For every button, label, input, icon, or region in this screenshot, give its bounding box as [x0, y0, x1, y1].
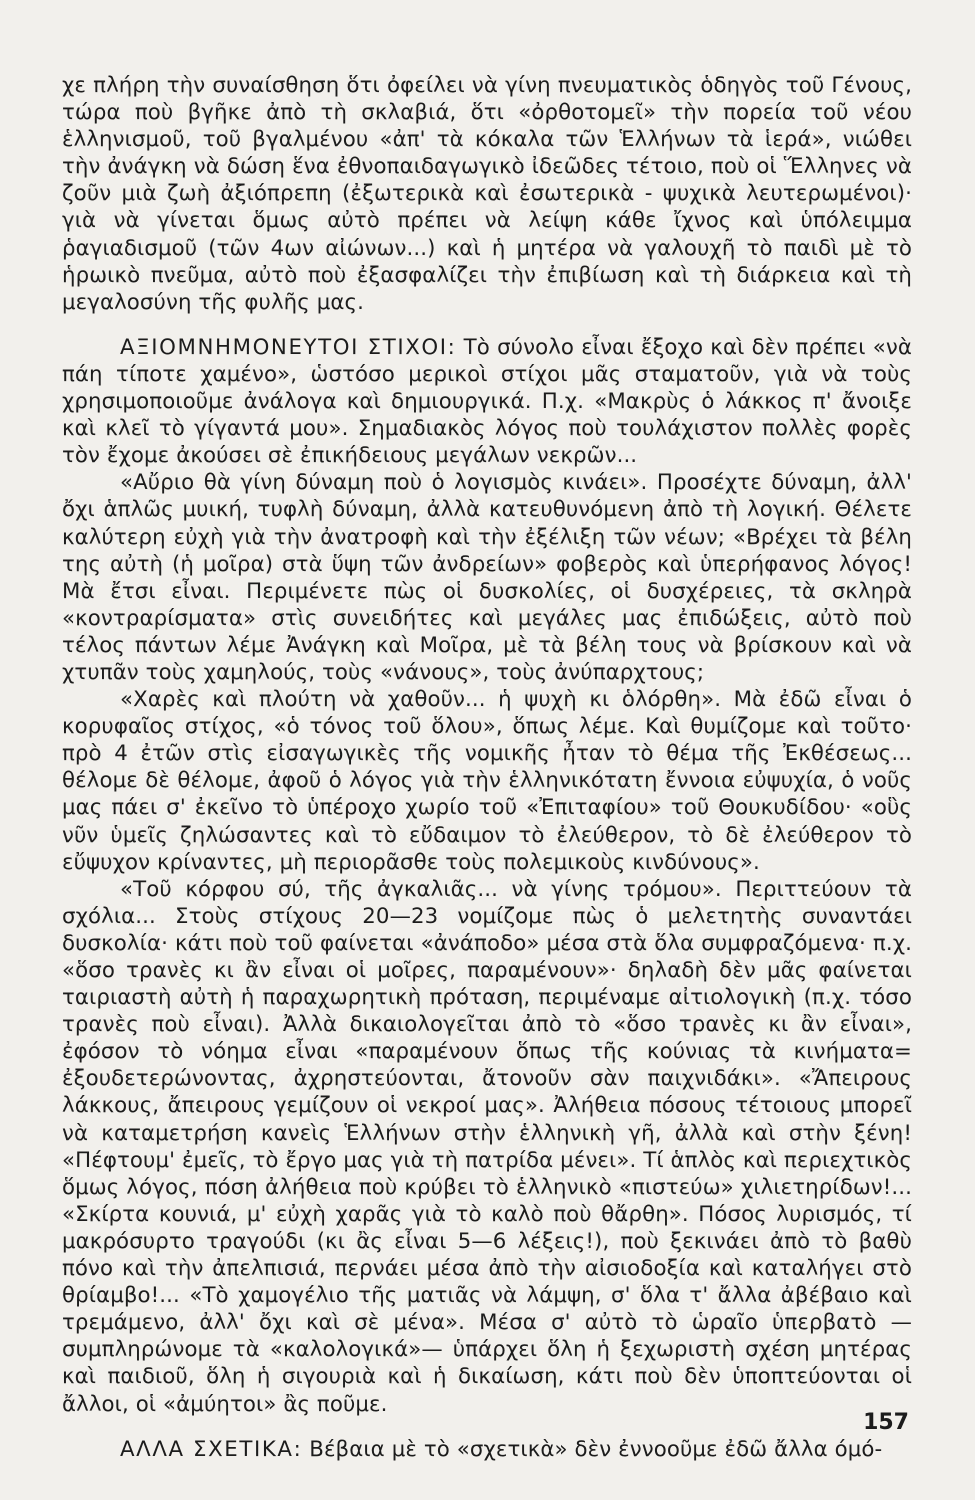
paragraph-1: [62, 72, 912, 316]
body-text: [62, 72, 912, 1463]
paragraph-4-text: «Χαρὲς καὶ πλούτη νὰ χαθοῦν... ἡ ψυχὴ κι ὁλόρθη». Μὰ ἐδῶ εἶναι ὁ κορυφαῖος στίχος, «ὁ τόνος τοῦ ὅλου», ὅπως λέμε. Καὶ θυμίζομε καὶ τοῦτο· πρὸ 4 ἐτῶν στὶς εἰσαγωγικὲς τῆς νομικῆς ἦταν τὸ θέμα τῆς Ἐκθέσεως... θέλομε δὲ θέλομε, ἀφοῦ ὁ λόγος γιὰ τὴν ἑλληνικότατη ἔννοια εὐψυχία, ὁ νοῦς μας πάει σ' ἐκεῖνο τὸ ὑπέροχο χωρίο τοῦ «Ἐπιταφίου» τοῦ Θουκυδίδου· «οὓς νῦν ὑμεῖς ζηλώσαντες καὶ τὸ εὔδαιμον τὸ ἐλεύθερον, τὸ δὲ ἐλεύθερον τὸ εὔψυχον κρίναντες, μὴ περιορᾶσθε τοὺς πολεμικοὺς κινδύνους».: [62, 687, 912, 875]
paragraph-2-text: Τὸ σύνολο εἶναι ἔξοχο καὶ δὲν πρέπει «νὰ πάη τίποτε χαμένο», ὡστόσο μερικοὶ στίχοι μᾶς σταματοῦν, γιὰ νὰ τοὺς χρησιμοποιοῦμε ἀνάλογα καὶ δημιουργικά. Π.χ. «Μακρὺς ὁ λάκκος π' ἄνοιξε καὶ κλεῖ τὸ γίγαντά μου». Σημαδιακὸς λόγος ποὺ τουλάχιστον πολλὲς φορὲς τὸν ἔχομε ἀκούσει σὲ ἐπικήδειους μεγάλων νεκρῶν...: [62, 334, 912, 469]
paragraph-3-text: «Αὔριο θὰ γίνη δύναμη ποὺ ὁ λογισμὸς κινάει». Προσέχτε δύναμη, ἀλλ' ὄχι ἁπλῶς μυική, τυφλὴ δύναμη, ἀλλὰ κατευθυνόμενη ἀπὸ τὴ λογική. Θέλετε καλύτερη εὐχὴ γιὰ τὴν ἀνατροφὴ καὶ τὴν ἐξέλιξη τῶν νέων; «Βρέχει τὰ βέλη της αὐτὴ (ἡ μοῖρα) στὰ ὕψη τῶν ἀνδρείων» φοβερὸς καὶ ὑπερήφανος λόγος! Μὰ ἔτσι εἶναι. Περιμένετε πὼς οἱ δυσκολίες, οἱ δυσχέρειες, τὰ σκληρὰ «κοντραρίσματα» στὶς συνειδήτες καὶ μεγάλες μας ἐπιδώξεις, αὐτὸ ποὺ τέλος πάντων λέμε Ἀνάγκη καὶ Μοῖρα, μὲ τὰ βέλη τους νὰ βρίσκουν καὶ νὰ χτυπᾶν τοὺς χαμηλούς, τοὺς «νάνους», τοὺς ἀνύπαρχτους;: [62, 470, 912, 685]
section-heading-axiomnimoneytoi-stixoi: ΑΞΙΟΜΝΗΜΟΝΕΥΤΟΙ ΣΤΙΧΟΙ:: [120, 334, 457, 360]
paragraph-4: [62, 686, 912, 876]
paragraph-3: [62, 469, 912, 686]
page-number: 157: [863, 1410, 909, 1435]
paragraph-6: [62, 1436, 912, 1463]
paragraph-5-text: «Τοῦ κόρφου σύ, τῆς ἀγκαλιᾶς... νὰ γίνης τρόμου». Περιττεύουν τὰ σχόλια... Στοὺς στίχους 20—23 νομίζομε πὼς ὁ μελετητὴς συναντάει δυσκολία· κάτι ποὺ τοῦ φαίνεται «ἀνάποδο» μέσα στὰ ὅλα συμφραζόμενα· π.χ. «ὅσο τρανὲς κι ἂν εἶναι οἱ μοῖρες, παραμένουν»· δηλαδὴ δὲν μᾶς φαίνεται ταιριαστὴ αὐτὴ ἡ παραχωρητικὴ πρόταση, περιμέναμε αἰτιολογικὴ (π.χ. τόσο τρανὲς ποὺ εἶναι). Ἀλλὰ δικαιολογεῖται ἀπὸ τὸ «ὅσο τρανὲς κι ἂν εἶναι», ἐφόσον τὸ νόημα εἶναι «παραμένουν ὅπως τῆς κούνιας τὰ κινήματα= ἐξουδετερώνοντας, ἀχρηστεύονται, ἄτονοῦν σὰν παιχνιδάκι». «Ἄπειρους λάκκους, ἄπειρους γεμίζουν οἱ νεκροί μας». Ἀλήθεια πόσους τέτοιους μπορεῖ νὰ καταμετρήση κανεὶς Ἑλλήνων στὴν ἑλληνικὴ γῆ, ἀλλὰ καὶ στὴν ξένη! «Πέφτουμ' ἐμεῖς, τὸ ἔργο μας γιὰ τὴ πατρίδα μένει». Τί ἁπλὸς καὶ περιεχτικὸς ὅμως λόγος, πόση ἀλήθεια ποὺ κρύβει τὸ ἑλληνικὸ «πιστεύω» χιλιετηρίδων!... «Σκίρτα κουνιά, μ' εὐχὴ χαρᾶς γιὰ τὸ καλὸ ποὺ θἄρθη». Πόσος λυρισμός, τί μακρόσυρτο τραγούδι (κι ἂς εἶναι 5—6 λέξεις!), ποὺ ξεκινάει ἀπὸ τὸ βαθὺ πόνο καὶ τὴν ἀπελπισιά, περνάει μέσα ἀπὸ τὴν αἰσιοδοξία καὶ καταλήγει στὸ θρίαμβο!... «Τὸ χαμογέλιο τῆς ματιᾶς νὰ λάμψη, σ' ὅλα τ' ἄλλα ἀβέβαιο καὶ τρεμάμενο, ἀλλ' ὄχι καὶ σὲ μένα». Μέσα σ' αὐτὸ τὸ ὡραῖο ὑπερβατὸ —συμπληρώνομε τὰ «καλολογικά»— ὑπάρχει ὅλη ἡ ξεχωριστὴ σχέση μητέρας καὶ παιδιοῦ, ὅλη ἡ σιγουριὰ καὶ ἡ δικαίωση, κάτι ποὺ δὲν ὑποπτεύονται οἱ ἄλλοι, οἱ «ἀμύητοι» ἂς ποῦμε.: [62, 876, 912, 1417]
paragraph-5: [62, 876, 912, 1418]
paragraph-1-text: χε πλήρη τὴν συναίσθηση ὅτι ὀφείλει νὰ γίνη πνευματικὸς ὁδηγὸς τοῦ Γένους, τώρα ποὺ βγῆκε ἀπὸ τὴ σκλαβιά, ὅτι «ὀρθοτομεῖ» τὴν πορεία τοῦ νέου ἑλληνισμοῦ, τοῦ βγαλμένου «ἀπ' τὰ κόκαλα τῶν Ἑλλήνων τὰ ἱερά», νιώθει τὴν ἀνάγκη νὰ δώση ἕνα ἐθνοπαιδαγωγικὸ ἰδεῶδες τέτοιο, ποὺ οἱ Ἕλληνες νὰ ζοῦν μιὰ ζωὴ ἀξιόπρεπη (ἐξωτερικὰ καὶ ἐσωτερικὰ - ψυχικὰ λευτερωμένοι)· γιὰ νὰ γίνεται ὅμως αὐτὸ πρέπει νὰ λείψη κάθε ἴχνος καὶ ὑπόλειμμα ῥαγιαδισμοῦ (τῶν 4ων αἰώνων...) καὶ ἡ μητέρα νὰ γαλουχῆ τὸ παιδὶ μὲ τὸ ἡρωικὸ πνεῦμα, αὐτὸ ποὺ ἐξασφαλίζει τὴν ἐπιβίωση καὶ τὴ διάρκεια καὶ τὴ μεγαλοσύνη τῆς φυλῆς μας.: [62, 73, 912, 315]
section-heading-alla-sxetika: ΑΛΛΑ ΣΧΕΤΙΚΑ:: [120, 1436, 303, 1462]
paragraph-6-text: Βέβαια μὲ τὸ «σχετικὰ» δὲν ἐννοοῦμε ἐδῶ ἄλλα όμό-: [302, 1436, 883, 1462]
paragraph-2: [62, 334, 912, 469]
